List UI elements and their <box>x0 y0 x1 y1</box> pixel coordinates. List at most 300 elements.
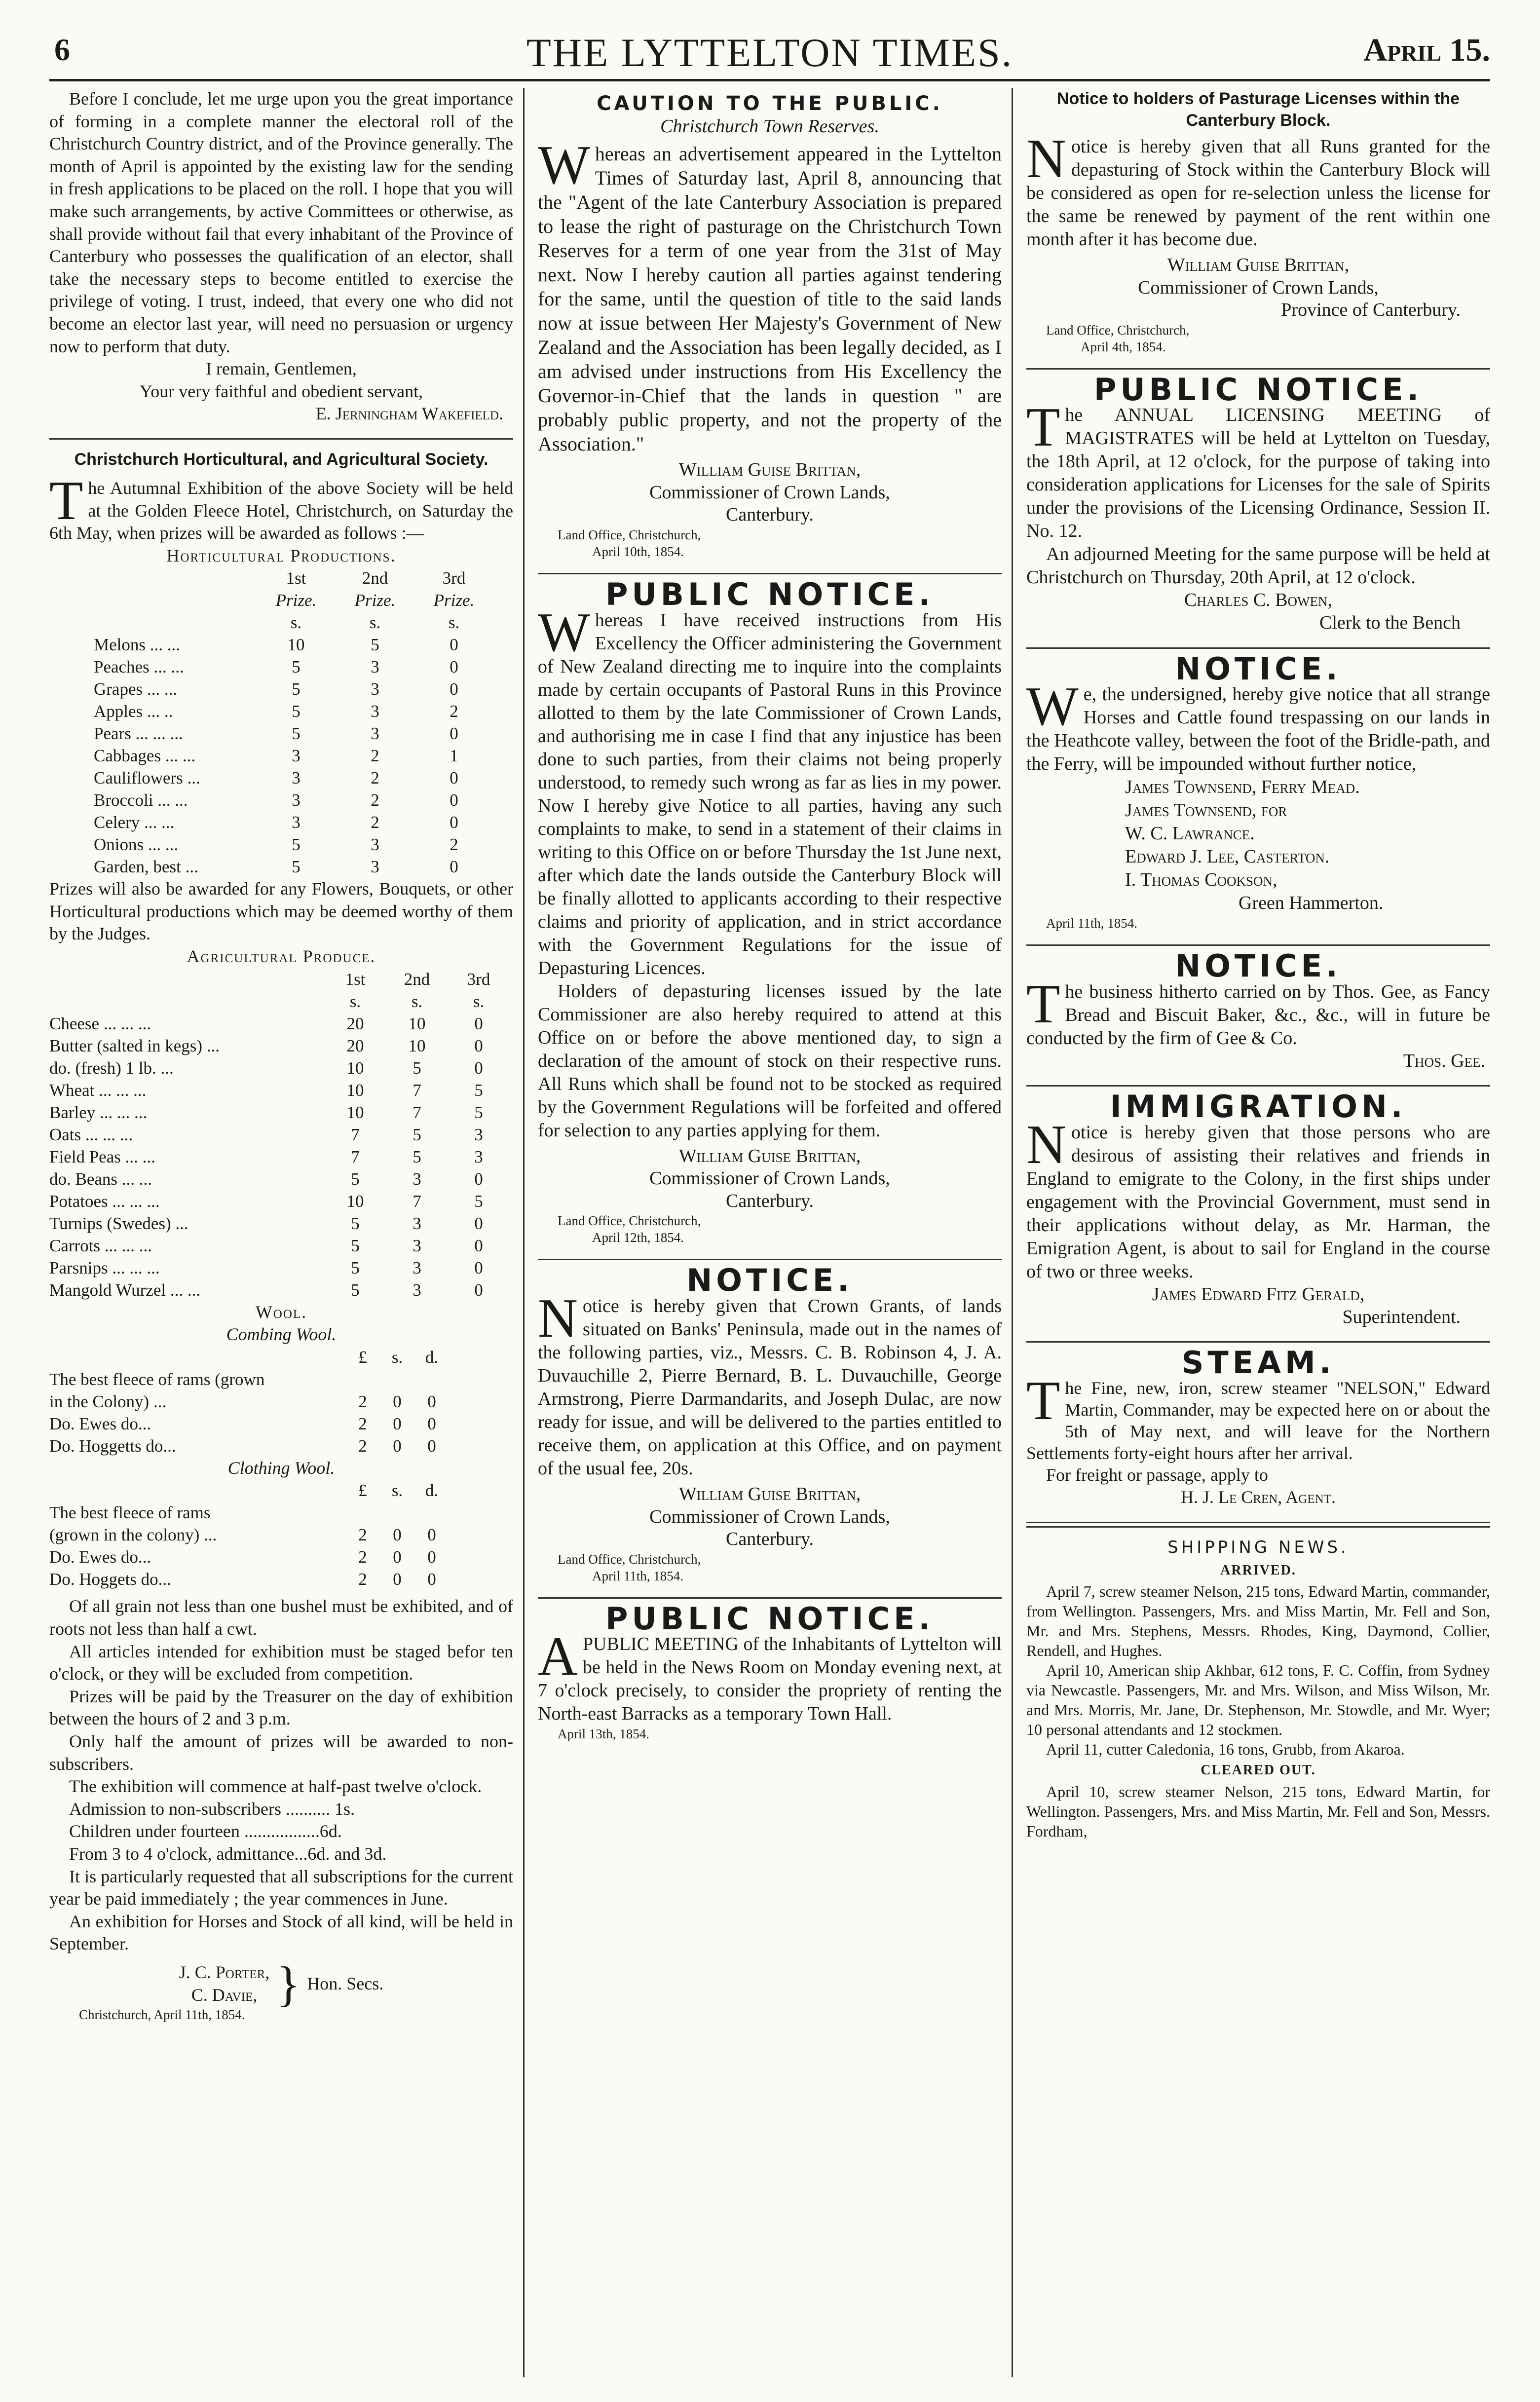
row-label: in the Colony) ... <box>49 1391 167 1411</box>
cell-value: 3 <box>371 835 379 855</box>
unit: s. <box>473 991 485 1011</box>
date-line: April 13th, 1854. <box>558 1726 649 1742</box>
letter-body: Before I conclude, let me urge upon you the great importance of forming in a complete manner the electoral roll of the Christchurch Country district, and of the Province generally. The month of April is appointed by the existing law for the sending in fresh applications to be placed on the roll. I hope that you will make such arrangements, by active Committees or otherwise, as shall provide without fail that every inhabitant of the Province of Canterbury who possesses the qualification of an elector, shall take the necessary steps to become entitled to exercise the privilege of voting. I trust, indeed, that every one who did not become an elector last year, will need no persuasion or urgency now to perform that duty. <box>49 89 513 356</box>
cell-value: 20 <box>346 1013 364 1033</box>
cell-value: 5 <box>292 702 300 721</box>
notice-heading: PUBLIC NOTICE. <box>605 576 935 612</box>
departure-entry: April 10, screw steamer Nelson, 215 tons, Edward Martin, for Wellington. Passengers, Mrs. and Miss Martin, Mr. Fell and Son, Messrs. Fordham, <box>1026 1782 1490 1840</box>
cell-value: 0 <box>427 1414 436 1433</box>
section-rule <box>49 438 513 440</box>
signature-title: Commissioner of Crown Lands, <box>649 482 890 503</box>
col-head: Prize. <box>354 591 396 610</box>
signature-title: Superintendent. <box>1342 1306 1461 1327</box>
date-line: April 4th, 1854. <box>1081 339 1166 354</box>
table-heading: Horticultural Productions. <box>166 545 396 565</box>
notice-heading: IMMIGRATION. <box>1110 1088 1407 1125</box>
cell-value: 0 <box>393 1547 402 1567</box>
table-row <box>94 767 493 789</box>
notice-body: The Fine, new, iron, screw steamer "NELSON," Edward Martin, Commander, may be expected here on or about the 5th of May next, and will leave for the Northern Settlements forty-eight hours after her arrival. <box>1026 1370 1490 1463</box>
pasturage-notice <box>1026 88 1490 355</box>
letter-closing: I remain, Gentlemen, <box>206 359 357 379</box>
col-head: 3rd <box>467 969 490 989</box>
table-row <box>49 1279 508 1301</box>
cell-value: 5 <box>292 857 300 877</box>
cell-value: 7 <box>351 1147 360 1166</box>
rule-text: Prizes will be paid by the Treasurer on the day of exhibition between the hours of 2 and 3 p.m. <box>49 1686 513 1729</box>
cell-value: 0 <box>427 1436 436 1456</box>
table-row <box>49 1390 449 1413</box>
cell-value: 7 <box>413 1080 421 1100</box>
cell-value: 3 <box>292 768 300 788</box>
section-rule <box>1026 368 1490 370</box>
rule-text: Only half the amount of prizes will be awarded to non-subscribers. <box>49 1731 513 1774</box>
cell-value: 0 <box>427 1391 436 1411</box>
signature-title: Clerk to the Bench <box>1319 612 1461 633</box>
cell-value: 0 <box>474 1169 483 1189</box>
masthead <box>49 30 1490 79</box>
cell-value: 0 <box>474 1213 483 1233</box>
trespass-notice <box>1026 650 1490 932</box>
table-row <box>94 833 493 856</box>
cell-value: 3 <box>413 1280 421 1300</box>
col-head: s. <box>391 1347 403 1367</box>
col-head: £ <box>358 1481 367 1501</box>
cell-value: 10 <box>287 635 305 655</box>
combing-wool-table <box>49 1346 449 1457</box>
prize-note: Prizes will also be awarded for any Flowers, Bouquets, or other Horticultural productions which may be deemed worthy of them by the Judges. <box>49 879 513 944</box>
cell-value: 2 <box>450 835 458 855</box>
row-label: Do. Ewes do... <box>49 1547 151 1567</box>
signature-title: Commissioner of Crown Lands, <box>649 1168 890 1189</box>
row-label: Potatoes ... ... ... <box>49 1191 160 1211</box>
table-row <box>49 1124 508 1146</box>
cell-value: 5 <box>351 1236 360 1255</box>
rule-text: The exhibition will commence at half-past twelve o'clock. <box>69 1776 482 1797</box>
signatory: James Townsend, for <box>1125 800 1287 821</box>
unit: s. <box>349 991 361 1011</box>
cell-value: 3 <box>474 1147 483 1166</box>
cell-value: 0 <box>474 1013 483 1033</box>
row-label: Garden, best ... <box>94 857 198 877</box>
section-heading: SHIPPING NEWS. <box>1167 1537 1349 1557</box>
cell-value: 10 <box>346 1191 364 1211</box>
signature: H. J. Le Cren, Agent. <box>1181 1487 1336 1507</box>
issue-date: April 15. <box>1363 32 1490 68</box>
cell-value: 0 <box>450 679 458 699</box>
col-head: 1st <box>345 969 366 989</box>
licensing-notice <box>1026 371 1490 635</box>
notice-body: Notice is hereby given that Crown Grants, of lands situated on Banks' Peninsula, made out in the names of the following parties, viz., Messrs. C. B. Robinson 4, J. A. Duvauchille 2, Pierre Bernard, B. L. Duvauchille, George Armstrong, Pierre Darmandarits, and Joseph Dulac, are now ready for issue, and will be delivered to the parties entitled to receive them, on application at this Office, and on payment of the usual fee, 20s. <box>538 1287 1002 1479</box>
col-head: 2nd <box>362 568 388 588</box>
section-rule <box>1026 647 1490 649</box>
cell-value <box>414 1368 449 1390</box>
date-line: April 11th, 1854. <box>592 1568 683 1583</box>
cell-value: 5 <box>292 835 300 855</box>
cell-value: 7 <box>413 1191 421 1211</box>
signature: Charles C. Bowen, <box>1184 590 1333 611</box>
cell-value: 5 <box>292 657 300 677</box>
col-head: d. <box>425 1481 439 1501</box>
row-label: The best fleece of rams <box>49 1503 211 1523</box>
row-label: Barley ... ... ... <box>49 1102 148 1122</box>
row-label: Do. Ewes do... <box>49 1414 151 1433</box>
signature: William Guise Brittan, <box>678 1483 861 1504</box>
table-row <box>49 1524 449 1546</box>
caution-notice <box>538 93 1002 560</box>
cell-value: 0 <box>393 1391 402 1411</box>
table-row <box>49 1168 508 1190</box>
signature: William Guise Brittan, <box>678 1145 861 1166</box>
arrival-entry: April 11, cutter Caledonia, 16 tons, Grubb, from Akaroa. <box>1046 1740 1405 1759</box>
cell-value: 5 <box>351 1280 360 1300</box>
cell-value: 3 <box>371 724 379 744</box>
cell-value: 3 <box>474 1125 483 1144</box>
row-label: Grapes ... ... <box>94 679 178 699</box>
agricultural-prize-table <box>49 968 508 1301</box>
cell-value: 5 <box>292 679 300 699</box>
arrival-entry: April 7, screw steamer Nelson, 215 tons, Edward Martin, commander, from Wellington. Passengers, Mrs. and Miss Martin, Mr. Fell and Son, Mr. and Mrs. Stephens, Messrs. Rhodes, King, Daymond, Collier, Rendell, and Hughes. <box>1026 1582 1490 1660</box>
signature: William Guise Brittan, <box>678 459 861 481</box>
notice-heading: NOTICE. <box>686 1262 853 1299</box>
table-row <box>94 700 493 722</box>
cell-value: 5 <box>371 635 379 655</box>
signature: Thos. Gee. <box>1403 1050 1485 1071</box>
cell-value: 2 <box>371 768 379 788</box>
table-row <box>94 856 493 878</box>
cell-value: 5 <box>474 1102 483 1122</box>
signature: James Edward Fitz Gerald, <box>1152 1283 1365 1305</box>
secretaries-signature <box>49 1956 513 2011</box>
cell-value: 1 <box>450 746 458 766</box>
horticultural-notice <box>49 449 513 2023</box>
cell-value: 0 <box>450 657 458 677</box>
cell-value <box>345 1501 380 1524</box>
notice-heading: Christchurch Horticultural, and Agricultural Society. <box>74 450 488 469</box>
freight-line: For freight or passage, apply to <box>1046 1464 1268 1485</box>
cell-value: 0 <box>427 1570 436 1589</box>
table-row <box>94 634 493 656</box>
unit: s. <box>448 613 460 633</box>
row-label: do. (fresh) 1 lb. ... <box>49 1058 174 1078</box>
section-rule <box>538 1259 1002 1260</box>
table-row <box>49 1035 508 1057</box>
row-label: Do. Hoggets do... <box>49 1570 171 1589</box>
row-label: The best fleece of rams (grown <box>49 1369 265 1389</box>
notice-body: APUBLIC MEETING of the Inhabitants of Lyttelton will be held in the News Room on Monday evening next, at 7 o'clock precisely, to consider the propriety of renting the North-east Barracks as a temporary Town Hall. <box>538 1626 1002 1725</box>
cell-value: 20 <box>346 1036 364 1055</box>
signatory: Edward J. Lee, Casterton. <box>1125 846 1330 867</box>
horticultural-prize-table <box>94 567 493 878</box>
office-line: Land Office, Christchurch, <box>1046 322 1190 338</box>
table-row <box>94 789 493 811</box>
row-label: Carrots ... ... ... <box>49 1236 152 1255</box>
office-line: Land Office, Christchurch, <box>558 527 701 542</box>
cell-value: 5 <box>351 1213 360 1233</box>
col-head: s. <box>391 1481 403 1501</box>
row-label: Cheese ... ... ... <box>49 1013 151 1033</box>
notice-body: The business hitherto carried on by Thos. Gee, as Fancy Bread and Biscuit Baker, &c., &c., will in future be conducted by the firm of Gee & Co. <box>1026 973 1490 1049</box>
steam-notice <box>1026 1345 1490 1509</box>
signatory: I. Thomas Cookson, <box>1125 869 1277 891</box>
column-divider <box>1012 88 1013 2377</box>
horse-exhibition: An exhibition for Horses and Stock of all kind, will be held in September. <box>49 1911 513 1954</box>
page-number: 6 <box>54 32 70 67</box>
cell-value: 5 <box>413 1147 421 1166</box>
row-label: Celery ... ... <box>94 813 175 832</box>
arrival-entry: April 10, American ship Akhbar, 612 tons, F. C. Coffin, from Sydney via Newcastle. Passengers, Mr. and Mrs. Wilson, and Miss Wilson, Mr. and Mrs. Morris, Mr. Jane, Dr. Stephenson, Mr. Stowdle, and Mr. Wyer; 10 personal attendants and 12 stockmen. <box>1026 1661 1490 1739</box>
cell-value <box>380 1368 414 1390</box>
section-rule <box>1026 1085 1490 1087</box>
row-label: Onions ... ... <box>94 835 179 855</box>
notice-heading: CAUTION TO THE PUBLIC. <box>597 92 943 115</box>
col-head: £ <box>358 1347 367 1367</box>
signature-place: Province of Canterbury. <box>1281 300 1461 321</box>
public-notice-runs <box>538 576 1002 1246</box>
section-rule <box>1026 1341 1490 1343</box>
cell-value: 0 <box>393 1570 402 1589</box>
notice-body: An adjourned Meeting for the same purpose will be held at Christchurch on Thursday, 20th April, at 12 o'clock. <box>1026 544 1490 588</box>
public-meeting-notice <box>538 1600 1002 1743</box>
cell-value <box>414 1501 449 1524</box>
table-row <box>49 1013 508 1035</box>
cell-value: 3 <box>413 1236 421 1255</box>
cell-value: 2 <box>358 1570 367 1589</box>
col-head: Prize. <box>275 591 317 610</box>
cell-value: 2 <box>371 746 379 766</box>
table-row <box>49 1235 508 1257</box>
section-rule <box>1026 944 1490 946</box>
row-label: Turnips (Swedes) ... <box>49 1213 188 1233</box>
clothing-wool-table <box>49 1479 449 1590</box>
cell-value: 3 <box>371 657 379 677</box>
admission-list <box>49 1798 513 1866</box>
signatories <box>1026 776 1490 915</box>
cell-value: 3 <box>413 1213 421 1233</box>
row-label: Broccoli ... ... <box>94 790 188 810</box>
cell-value: 2 <box>450 702 458 721</box>
gee-notice <box>1026 948 1490 1072</box>
notice-subheading: Christchurch Town Reserves. <box>660 115 879 137</box>
notice-body: Whereas an advertisement appeared in the Lyttelton Times of Saturday last, April 8, announcing that the "Agent of the late Canterbury Association is prepared to lease the right of pasturage on the Christchurch Town Reserves for a term of one year from the 31st of May next. Now I hereby caution all parties against tendering for the same, until the question of title to the said lands now at issue between Her Majesty's Government of New Zealand and the Association has been legally decided, as I am advised under instructions from His Excellency the Governor-in-Chief that the lands in question " are probably public property, and not the property of the Association." <box>538 135 1002 455</box>
notice-heading: PUBLIC NOTICE. <box>1093 371 1423 408</box>
cell-value: 5 <box>413 1058 421 1078</box>
notice-body: Notice is hereby given that all Runs granted for the depasturing of Stock within the Canterbury Block will be considered as open for re-selection unless the license for the same be renewed by payment of the rent within one month after it has become due. <box>1026 128 1490 250</box>
row-label: Oats ... ... ... <box>49 1125 133 1144</box>
office-line: Land Office, Christchurch, <box>558 1551 701 1567</box>
signatory: Green Hammerton. <box>1239 893 1384 914</box>
cell-value: 3 <box>413 1258 421 1277</box>
cell-value: 0 <box>450 813 458 832</box>
dateline: Christchurch, April 11th, 1854. <box>79 2007 245 2023</box>
table-row <box>94 745 493 767</box>
row-label: Do. Hoggetts do... <box>49 1436 176 1456</box>
secretary-name: C. Davie, <box>191 1985 258 2005</box>
cell-value: 2 <box>358 1547 367 1567</box>
notice-body: Holders of depasturing licenses issued by the late Commissioner are also hereby required to attend at this Office on or before the above mentioned day, to sign a declaration of the amount of stock on their respective runs. All Runs which shall be found not to be stocked as required by the Government Regulations will be forfeited and offered for selection to any parties applying for them. <box>538 980 1002 1141</box>
row-label: Melons ... ... <box>94 635 180 655</box>
immigration-notice <box>1026 1088 1490 1328</box>
cell-value: 5 <box>292 724 300 744</box>
masthead-rule <box>49 79 1490 81</box>
cell-value: 10 <box>346 1102 364 1122</box>
cell-value: 2 <box>371 813 379 832</box>
admission-line: From 3 to 4 o'clock, admittance...6d. and 3d. <box>69 1843 387 1864</box>
table-row <box>49 1146 508 1168</box>
date-line: April 10th, 1854. <box>592 544 684 559</box>
subsection-heading: CLEARED OUT. <box>1201 1763 1316 1778</box>
table-heading: Agricultural Produce. <box>187 946 376 967</box>
cell-value <box>345 1368 380 1390</box>
cell-value: 3 <box>413 1169 421 1189</box>
cell-value: 2 <box>371 790 379 810</box>
column-1 <box>49 88 513 2377</box>
cell-value <box>380 1501 414 1524</box>
shipping-news <box>1026 1537 1490 1841</box>
rule-text: All articles intended for exhibition must be staged befor ten o'clock, or they will be excluded from competition. <box>49 1641 513 1684</box>
cell-value: 5 <box>351 1169 360 1189</box>
signature: William Guise Brittan, <box>1167 255 1350 275</box>
cell-value: 0 <box>393 1436 402 1456</box>
section-rule <box>538 573 1002 574</box>
admission-line: Admission to non-subscribers .......... 1s. <box>69 1799 355 1819</box>
row-label: Cauliflowers ... <box>94 768 200 788</box>
table-row <box>94 722 493 745</box>
column-divider <box>523 88 525 2377</box>
cell-value: 0 <box>450 635 458 655</box>
cell-value: 0 <box>393 1414 402 1433</box>
cell-value: 10 <box>346 1058 364 1078</box>
cell-value: 0 <box>474 1036 483 1055</box>
cell-value: 3 <box>292 790 300 810</box>
col-head: Prize. <box>433 591 475 610</box>
cell-value: 0 <box>450 790 458 810</box>
cell-value: 2 <box>358 1391 367 1411</box>
cell-value: 3 <box>371 679 379 699</box>
notice-body: Notice is hereby given that those persons who are desirous of assisting their relatives and friends in England to emigrate to the Colony, in the first ships under engagement with the Provincial Government, must send in their applications without delay, as Mr. Harman, the Emigration Agent, is about to sail for England in the course of two or three weeks. <box>1026 1114 1490 1282</box>
cell-value: 3 <box>371 857 379 877</box>
cell-value: 5 <box>474 1191 483 1211</box>
cell-value: 7 <box>351 1125 360 1144</box>
row-label: Cabbages ... ... <box>94 746 196 766</box>
table-row <box>94 678 493 700</box>
row-label: Butter (salted in kegs) ... <box>49 1036 220 1055</box>
table-heading: Wool. <box>255 1302 307 1322</box>
table-row <box>49 1501 449 1524</box>
col-head: 1st <box>286 568 306 588</box>
table-subheading: Clothing Wool. <box>227 1458 335 1478</box>
cell-value: 3 <box>292 746 300 766</box>
cell-value: 0 <box>427 1547 436 1567</box>
signatory: W. C. Lawrance. <box>1125 823 1255 844</box>
date-line: April 11th, 1854. <box>1046 916 1137 931</box>
cell-value: 0 <box>450 768 458 788</box>
cell-value: 5 <box>413 1125 421 1144</box>
row-label: Peaches ... ... <box>94 657 184 677</box>
table-row <box>49 1101 508 1124</box>
column-3 <box>1026 88 1490 2377</box>
row-label: Wheat ... ... ... <box>49 1080 147 1100</box>
unit: s. <box>411 991 423 1011</box>
section-rule <box>1026 1522 1490 1528</box>
exhibition-rules <box>49 1595 513 1798</box>
notice-heading: STEAM. <box>1181 1345 1335 1381</box>
row-label: Parsnips ... ... ... <box>49 1258 160 1277</box>
cell-value: 0 <box>474 1236 483 1255</box>
section-rule <box>538 1597 1002 1599</box>
cell-value: 2 <box>358 1436 367 1456</box>
notice-body: Whereas I have received instructions from His Excellency the Officer administering the Government of New Zealand directing me to inquire into the complaints made by certain occupants of Pastoral Runs in this Province allotted to them by the late Commissioner of Crown Lands, and authorising me in case I find that any injustice has been done to such parties, from their claims not being properly understood, to remedy such wrong as far as lies in my power. Now I hereby give Notice to all parties, having any such complaints to make, to send in a statement of their claims in writing to this Office on or before Thursday the 1st June next, after which date the lands outside the Canterbury Block will be finally allotted to applicants according to their respective claims and priority of application, and in strict accordance with the Government Regulations for the issue of Depasturing Licences. <box>538 601 1002 978</box>
newspaper-title: THE LYTTELTON TIMES. <box>526 30 1014 75</box>
col-head: d. <box>425 1347 439 1367</box>
signature-place: Canterbury. <box>726 1529 814 1550</box>
table-row <box>49 1413 449 1435</box>
signature-place: Canterbury. <box>726 1190 814 1211</box>
row-label: Mangold Wurzel ... ... <box>49 1280 201 1300</box>
crown-grants-notice <box>538 1262 1002 1584</box>
date-line: April 12th, 1854. <box>592 1230 684 1245</box>
notice-heading: NOTICE. <box>1175 948 1342 984</box>
cell-value: 3 <box>371 702 379 721</box>
table-row <box>49 1212 508 1235</box>
cell-value: 10 <box>346 1080 364 1100</box>
table-row <box>49 1435 449 1457</box>
letter-closing: Your very faithful and obedient servant, <box>139 381 423 401</box>
signature-title: Commissioner of Crown Lands, <box>649 1506 890 1527</box>
notice-heading: Notice to holders of Pasturage Licenses within the Canterbury Block. <box>1056 89 1460 130</box>
signature-place: Canterbury. <box>726 504 814 525</box>
row-label: Field Peas ... ... <box>49 1147 155 1166</box>
admission-line: Children under fourteen .................6d. <box>69 1821 342 1841</box>
cell-value: 2 <box>358 1414 367 1433</box>
letter-signature: E. Jerningham Wakefield. <box>315 404 503 424</box>
cell-value: 0 <box>474 1258 483 1277</box>
cell-value: 0 <box>474 1058 483 1078</box>
office-line: Land Office, Christchurch, <box>558 1213 701 1229</box>
row-label: Pears ... ... ... <box>94 724 183 744</box>
cell-value: 10 <box>408 1013 426 1033</box>
cell-value: 3 <box>292 813 300 832</box>
unit: s. <box>369 613 381 633</box>
col-head: 3rd <box>442 568 466 588</box>
cell-value: 5 <box>474 1080 483 1100</box>
cell-value: 10 <box>408 1036 426 1055</box>
table-row <box>49 1568 449 1590</box>
cell-value: 0 <box>427 1525 436 1545</box>
col-head: 2nd <box>404 969 430 989</box>
cell-value: 0 <box>393 1525 402 1545</box>
cell-value: 5 <box>351 1258 360 1277</box>
notice-body: The ANNUAL LICENSING MEETING of MAGISTRATES will be held at Lyttelton on Tuesday, the 18th April, at 12 o'clock, for the purpose of taking into consideration applications for Licenses for the sale of Spirits under the provisions of the Licensing Ordinance, Session II. No. 12. <box>1026 397 1490 542</box>
subsection-heading: ARRIVED. <box>1220 1562 1296 1578</box>
letter-conclusion <box>49 88 513 425</box>
unit: s. <box>290 613 302 633</box>
cell-value: 2 <box>358 1525 367 1545</box>
cell-value: 0 <box>450 724 458 744</box>
cell-value: 0 <box>474 1280 483 1300</box>
signatory: James Townsend, Ferry Mead. <box>1125 777 1360 798</box>
cell-value: 7 <box>413 1102 421 1122</box>
row-label: (grown in the colony) ... <box>49 1525 217 1545</box>
row-label: Apples ... .. <box>94 702 173 721</box>
notice-intro: The Autumnal Exhibition of the above Society will be held at the Golden Fleece Hotel, Christchurch, on Saturday the 6th May, when prizes will be awarded as follows :— <box>49 470 513 543</box>
brace-glyph: } <box>276 1956 300 2011</box>
secretaries-label: Hon. Secs. <box>307 1973 384 1993</box>
notice-body: We, the undersigned, hereby give notice that all strange Horses and Cattle found trespassing on our lands in the Heathcote valley, between the foot of the Bridle-path, and the Ferry, will be impounded without further notice, <box>1026 676 1490 775</box>
rule-text: Of all grain not less than one bushel must be exhibited, and of roots not less than half a cwt. <box>49 1596 513 1639</box>
notice-heading: PUBLIC NOTICE. <box>605 1600 935 1637</box>
notice-heading: NOTICE. <box>1175 650 1342 687</box>
table-row <box>94 811 493 833</box>
